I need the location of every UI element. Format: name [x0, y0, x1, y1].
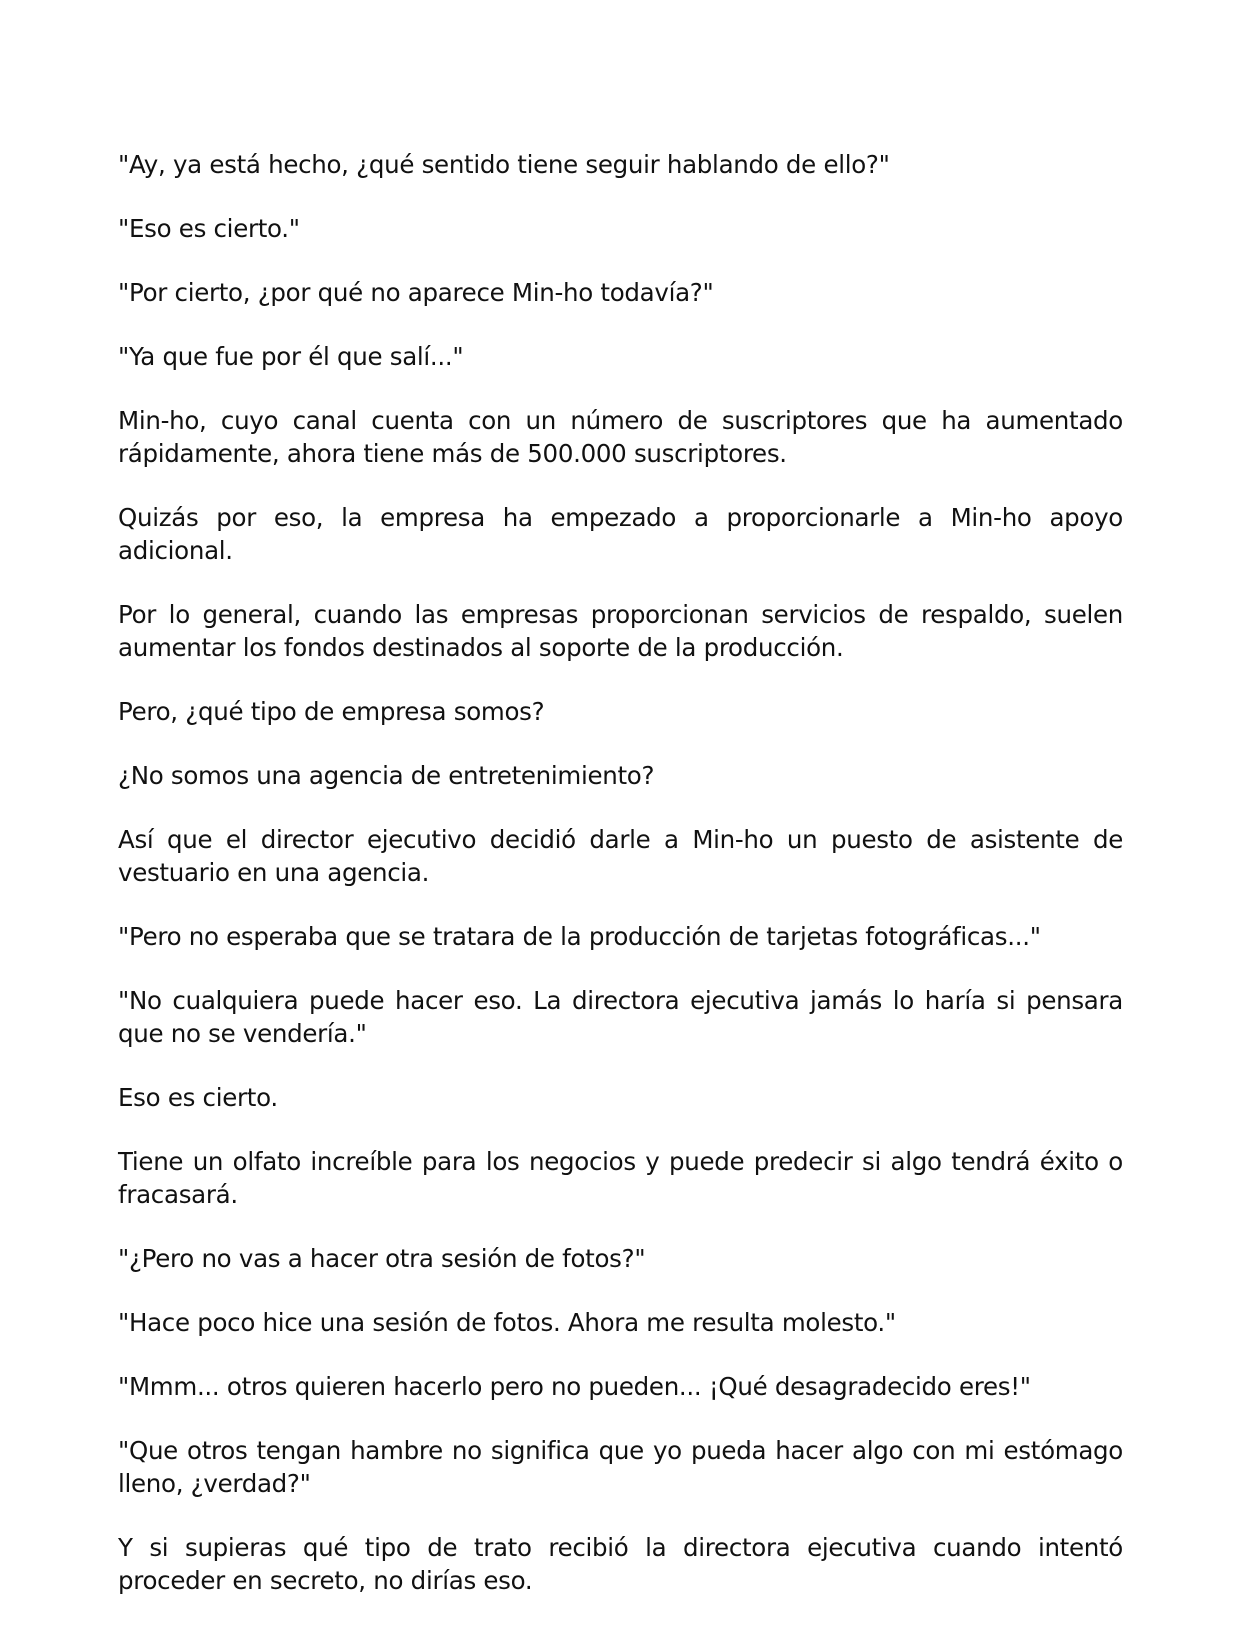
paragraph: ¿No somos una agencia de entretenimiento?	[118, 761, 655, 790]
paragraph: "Hace poco hice una sesión de fotos. Ahora me resulta molesto."	[118, 1308, 896, 1337]
paragraph: Min-ho, cuyo canal cuenta con un número de suscriptores que ha aumentado rápidamente, ahora tiene más de 500.000 suscriptores.	[118, 406, 1123, 468]
paragraph: Así que el director ejecutivo decidió darle a Min-ho un puesto de asistente de vestuario en una agencia.	[118, 825, 1123, 887]
paragraph: Eso es cierto.	[118, 1083, 278, 1112]
paragraph: "Mmm... otros quieren hacerlo pero no pueden... ¡Qué desagradecido eres!"	[118, 1372, 1031, 1401]
paragraph: "No cualquiera puede hacer eso. La directora ejecutiva jamás lo haría si pensara que no se vendería."	[118, 986, 1123, 1048]
paragraph: Por lo general, cuando las empresas proporcionan servicios de respaldo, suelen aumentar los fondos destinados al soporte de la producción.	[118, 600, 1123, 662]
document-body	[118, 148, 1123, 1628]
paragraph: "Eso es cierto."	[118, 214, 300, 243]
paragraph: "Ya que fue por él que salí..."	[118, 342, 464, 371]
paragraph: "Que otros tengan hambre no significa que yo pueda hacer algo con mi estómago lleno, ¿verdad?"	[118, 1436, 1123, 1498]
paragraph: Pero, ¿qué tipo de empresa somos?	[118, 697, 545, 726]
paragraph: "Por cierto, ¿por qué no aparece Min-ho todavía?"	[118, 278, 714, 307]
paragraph: Tiene un olfato increíble para los negocios y puede predecir si algo tendrá éxito o fracasará.	[118, 1147, 1123, 1209]
paragraph: "Pero no esperaba que se tratara de la producción de tarjetas fotográficas..."	[118, 922, 1041, 951]
paragraph: Y si supieras qué tipo de trato recibió la directora ejecutiva cuando intentó proceder en secreto, no dirías eso.	[118, 1533, 1123, 1595]
paragraph: Quizás por eso, la empresa ha empezado a proporcionarle a Min-ho apoyo adicional.	[118, 503, 1123, 565]
paragraph: "Ay, ya está hecho, ¿qué sentido tiene seguir hablando de ello?"	[118, 150, 890, 179]
paragraph: "¿Pero no vas a hacer otra sesión de fotos?"	[118, 1244, 646, 1273]
